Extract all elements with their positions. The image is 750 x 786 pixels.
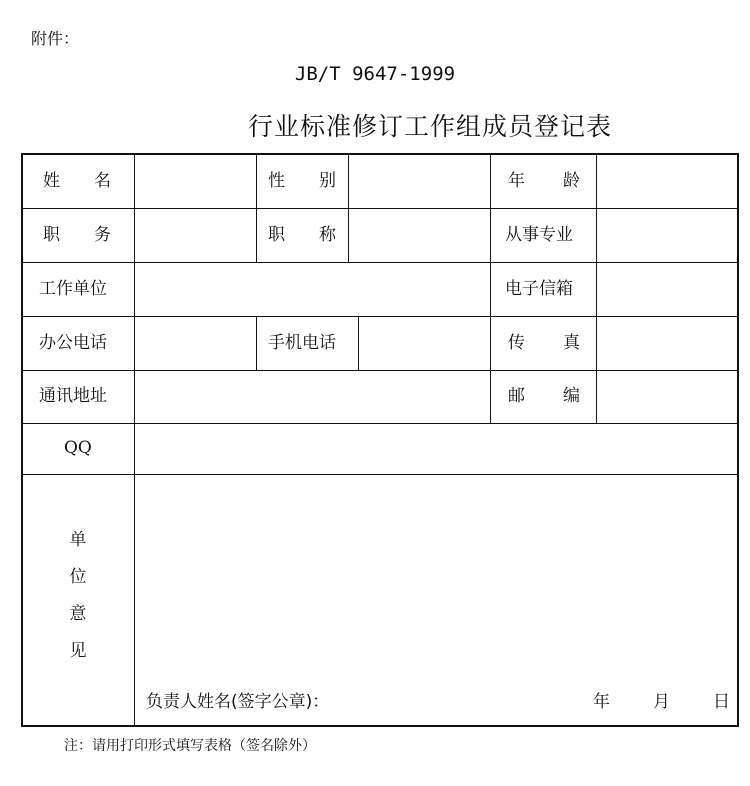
standard-number: JB/T 9647-1999 — [294, 63, 456, 85]
qq-label: QQ — [64, 438, 92, 458]
age-label: 年 龄 — [508, 171, 580, 191]
mobile-field[interactable] — [360, 318, 489, 370]
fax-label: 传 真 — [508, 333, 580, 353]
specialty-label: 从事专业 — [505, 225, 573, 245]
title-field[interactable] — [350, 210, 489, 262]
mobile-label: 手机电话 — [268, 333, 336, 353]
office-phone-label: 办公电话 — [39, 333, 107, 353]
fax-field[interactable] — [598, 318, 737, 370]
work-unit-label: 工作单位 — [39, 279, 107, 299]
address-label: 通讯地址 — [39, 386, 107, 406]
postcode-field[interactable] — [598, 372, 737, 423]
address-field[interactable] — [136, 372, 489, 423]
email-label: 电子信箱 — [505, 279, 573, 299]
title-label: 职 称 — [268, 225, 336, 245]
opinion-label: 单 位 意 见 — [69, 530, 87, 661]
opinion-field[interactable] — [136, 476, 737, 686]
attachment-label: 附件： — [31, 29, 80, 48]
postcode-label: 邮 编 — [508, 386, 580, 406]
gender-label: 性 别 — [268, 171, 336, 191]
work-unit-field[interactable] — [136, 264, 489, 316]
age-field[interactable] — [598, 155, 737, 207]
date-month: 月 — [653, 692, 670, 712]
position-label: 职 务 — [43, 225, 111, 245]
gender-field[interactable] — [350, 155, 489, 207]
specialty-field[interactable] — [598, 210, 737, 262]
footnote: 注：请用打印形式填写表格（签名除外） — [64, 738, 316, 754]
qq-field[interactable] — [136, 425, 737, 474]
office-phone-field[interactable] — [136, 318, 255, 370]
date-day: 日 — [713, 692, 730, 712]
position-field[interactable] — [136, 210, 255, 262]
name-label: 姓 名 — [43, 171, 111, 191]
email-field[interactable] — [598, 264, 737, 316]
form-title: 行业标准修订工作组成员登记表 — [248, 112, 613, 141]
date-year: 年 — [593, 692, 610, 712]
name-field[interactable] — [136, 155, 255, 207]
signature-label: 负责人姓名(签字公章)： — [146, 692, 330, 712]
